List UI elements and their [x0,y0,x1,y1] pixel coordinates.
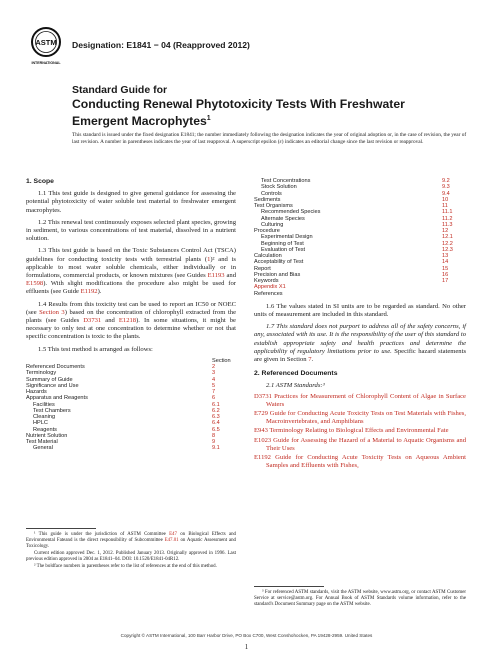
toc-label: General [33,445,53,452]
toc-label: Cleaning [33,414,56,421]
toc-section-label: Section [212,357,231,364]
toc-label: Beginning of Test [261,240,304,247]
link-e1192[interactable]: E1192 [80,288,98,296]
link-e47[interactable]: E47 [169,532,177,537]
toc-right [254,178,466,297]
toc-label: HPLC [33,420,48,427]
toc-label: Facilities [33,401,55,408]
reference-item[interactable] [254,427,466,435]
toc-label: Test Organisms [254,203,293,209]
toc-label: Test Concentrations [261,178,311,184]
reference-item[interactable] [254,393,466,409]
toc-label: Reagents [33,426,57,433]
scope-heading: 1. Scope [26,178,54,185]
footnote-divider [26,528,96,529]
para-1-7: 1.7 This standard does not purport to address all of the safety concerns, if any, associated with its use. It is the responsibility of the user of this standard to establish appropriate safety and health practices and determine the applicability of regulatory limitations prior to use. Specific hazard statements are given in Section 7. [254,323,467,363]
toc-label: Significance and Use [26,382,79,389]
reference-code[interactable]: E729 [254,409,268,417]
link-e47-01[interactable]: E47.01 [164,538,179,543]
document-title [72,84,472,128]
toc-label: Test Material [26,439,58,446]
toc-section-number[interactable]: 6.1 [212,401,220,408]
toc-label: Calculation [254,253,282,259]
toc-section-number[interactable]: 8 [212,432,216,439]
toc-section-number[interactable]: 14 [442,259,449,266]
reference-code[interactable]: E943 [254,427,268,435]
toc-section-number[interactable]: 6 [212,395,216,402]
designation: Designation: E1841 − 04 (Reapproved 2012) [72,40,250,50]
toc-section-number[interactable]: 2 [212,364,216,371]
toc-section-number[interactable]: 13 [442,253,449,259]
toc-label: Acceptability of Test [254,259,304,266]
toc-section-number[interactable]: 9 [212,439,216,446]
toc-label: Nutrient Solution [26,432,68,439]
link-e1218[interactable]: E1218 [118,317,137,325]
toc-label: Terminology [26,370,57,377]
left-column [26,178,236,452]
toc-section-number[interactable]: 11.3 [442,221,453,228]
astm-standards-sub: 2.1 ASTM Standards:³ [266,382,325,390]
toc-section-number[interactable]: 9.2 [442,178,450,184]
toc-section-number[interactable]: 17 [442,278,449,284]
toc-section-number[interactable]: 9.1 [212,445,220,452]
para-1-3: 1.3 This test guide is based on the Toxic Substances Control Act (TSCA) guidelines for conducting toxicity tests with terrestrial plants (1)² and is applicable to most water soluble chemicals, either individually or in formulations, commercial products, or known mixtures (see Guides E1193 and E1598). With slight modifications the procedure also might be used for effluents (see Guide E1192). [26,247,237,296]
toc-section-number[interactable]: 10 [442,196,449,203]
reference-item[interactable] [254,437,466,453]
reference-title[interactable]: Practices for Measurement of Chlorophyll Content of Algae in Surface Waters [266,392,466,408]
footnote-1: ¹ This guide is under the jurisdiction of ASTM Committee E47 on Biological Effects and Environmental Fateand is the direct responsibility of Subcommittee E47.01 on Aquatic Assessment and Toxicology. [26,532,236,549]
toc-section-number[interactable]: 9.3 [442,184,450,191]
reference-code[interactable]: E1192 [254,454,271,461]
link-e1598[interactable]: E1598 [26,280,44,288]
toc-label: Sediments [254,196,281,203]
toc-section-number[interactable]: 4 [212,376,216,383]
toc-label: Procedure [254,228,280,234]
toc-label: Apparatus and Reagents [26,395,88,402]
link-e1193[interactable]: E1193 [207,272,225,280]
toc-section-number[interactable]: 11.1 [442,209,453,216]
toc-section-number[interactable]: 6.3 [212,414,220,421]
reference-item[interactable] [254,454,466,470]
toc-section-number[interactable] [442,291,466,297]
toc-section-number[interactable]: 15 [442,265,449,272]
reference-item[interactable] [254,410,466,426]
toc-label: Summary of Guide [26,376,73,383]
right-column [254,178,466,471]
astm-logo [30,26,62,68]
toc-section-number[interactable]: 7 [212,389,216,396]
reference-title[interactable]: Guide for Assessing the Hazard of a Material to Aquatic Organisms and Their Uses [266,436,466,452]
toc-label: Test Chambers [33,407,71,414]
para-1-4: 1.4 Results from this toxicity test can be used to report an IC50 or NOEC (see Section 3) based on the concentration of chlorophyll extracted from the plants (see Guides D3731 and E1218). In some situations, it might be necessary to only test at one concentration to determine whether or not that specific concentration is toxic to the plants. [26,300,236,341]
svg-text:ASTM: ASTM [35,38,57,47]
title-line-2: Conducting Renewal Phytotoxicity Tests With Freshwater [72,97,405,111]
page-number: 1 [244,643,249,651]
title-footnote-mark: 1 [206,114,211,122]
toc-label: Experimental Design [261,234,313,241]
toc-label: Culturing [261,221,284,228]
toc-section-number[interactable]: 6.5 [212,426,220,433]
toc-section-number[interactable]: 12 [442,228,449,234]
svg-text:INTERNATIONAL: INTERNATIONAL [31,61,61,65]
reference-title[interactable]: Guide for Conducting Acute Toxicity Tests on Test Materials with Fishes, Macroinvertebrates, and Amphibians [266,409,466,426]
footnotes-left [26,528,236,571]
footnotes-right [254,586,466,609]
reference-code[interactable]: E1023 [254,436,272,444]
toc-label: Referenced Documents [26,364,85,371]
issuance-note: This standard is issued under the fixed designation E1841; the number immediately following the designation indicates the year of original adoption or, in the case of revision, the year of last revision. A number in parentheses indicates the year of last reapproval. A superscript epsilon (ε) indicates an editorial change since the last revision or reapproval. [72,132,467,145]
toc-label: Recommended Species [261,209,321,216]
title-line-3: Emergent Macrophytes [72,113,207,128]
link-d3731[interactable]: D3731 [83,317,102,325]
footnote-2: ² The boldface numbers in parentheses refer to the list of references at the end of this method. [34,564,217,569]
toc-section-number[interactable]: 16 [442,271,449,278]
toc_right-row[interactable] [254,291,466,297]
reference-title[interactable]: Guide for Conducting Acute Toxicity Tests on Aqueous Ambient Samples and Effluents with Fishes, [266,454,466,470]
referenced-heading: 2. Referenced Documents [254,370,338,378]
toc-label: References [254,290,283,297]
para-1-2: 1.2 This renewal test continuously exposes selected plant species, growing in sediment, to various concentrations of test material, dissolved in a nutrient solution. [26,218,236,243]
copyright-footer: Copyright © ASTM International, 100 Barr Harbor Drive, PO Box C700, West Conshohocken, PA 19428-2959. United States [120,633,373,638]
reference-code[interactable]: D3731 [254,392,272,400]
toc-section-number[interactable]: 11.2 [442,215,453,222]
toc-label: Report [254,265,271,272]
para-1-5: 1.5 This test method is arranged as follows: [38,345,153,353]
toc-label: Hazards [26,389,47,396]
toc-section-number[interactable]: 12.3 [442,246,453,253]
toc-section-number[interactable]: 11 [442,203,448,209]
toc-left [26,358,236,452]
toc-label: Stock Solution [261,184,297,191]
footnote-divider-right [254,586,324,587]
reference-title[interactable]: Terminology Relating to Biological Effects and Environmental Fate [267,427,449,435]
toc_left-row[interactable] [26,445,236,451]
toc-label: Precision and Bias [254,271,301,278]
link-section-3[interactable]: Section 3 [39,308,65,316]
toc-section-number[interactable]: 12.2 [442,240,453,247]
link-section-7[interactable]: 7 [308,355,312,363]
para-1-1: 1.1 This test guide is designed to give general guidance for assessing the potential phytotoxicity of water soluble test material to freshwater emergent macrophytes. [26,190,236,214]
footnote-3: ³ For referenced ASTM standards, visit the ASTM website, www.astm.org, or contact ASTM Customer Service at service@astm.org. For Annual Book of ASTM Standards volume information, refer to the standard's Document Summary page on the ASTM website. [254,590,466,607]
toc-label: Keywords [254,278,279,284]
toc-section-number[interactable]: 12.1 [442,234,453,241]
para-1-6: 1.6 The values stated in SI units are to be regarded as standard. No other units of measurement are included in this standard. [254,302,466,318]
toc-section-number[interactable]: 6.2 [212,407,220,414]
toc-section-number[interactable]: 3 [212,370,216,377]
reference-list [254,393,466,471]
title-line-1: Standard Guide for [72,84,168,96]
toc-label: Alternate Species [261,215,305,222]
toc-label: Evaluation of Test [261,246,306,253]
toc-section-number[interactable]: 5 [212,382,216,389]
toc-section-number[interactable]: 6.4 [212,420,220,427]
toc-label: Controls [261,190,282,197]
toc-label: Appendix X1 [254,284,286,291]
toc-section-number[interactable]: 9.4 [442,190,450,197]
ref-link-1[interactable]: 1 [207,255,211,263]
footnote-1-edition: Current edition approved Dec. 1, 2012. Published January 2013. Originally approved in 1996. Last previous edition approved in 2004 as E1841–04. DOI: 10.1520/E1841-04R12. [26,551,236,562]
